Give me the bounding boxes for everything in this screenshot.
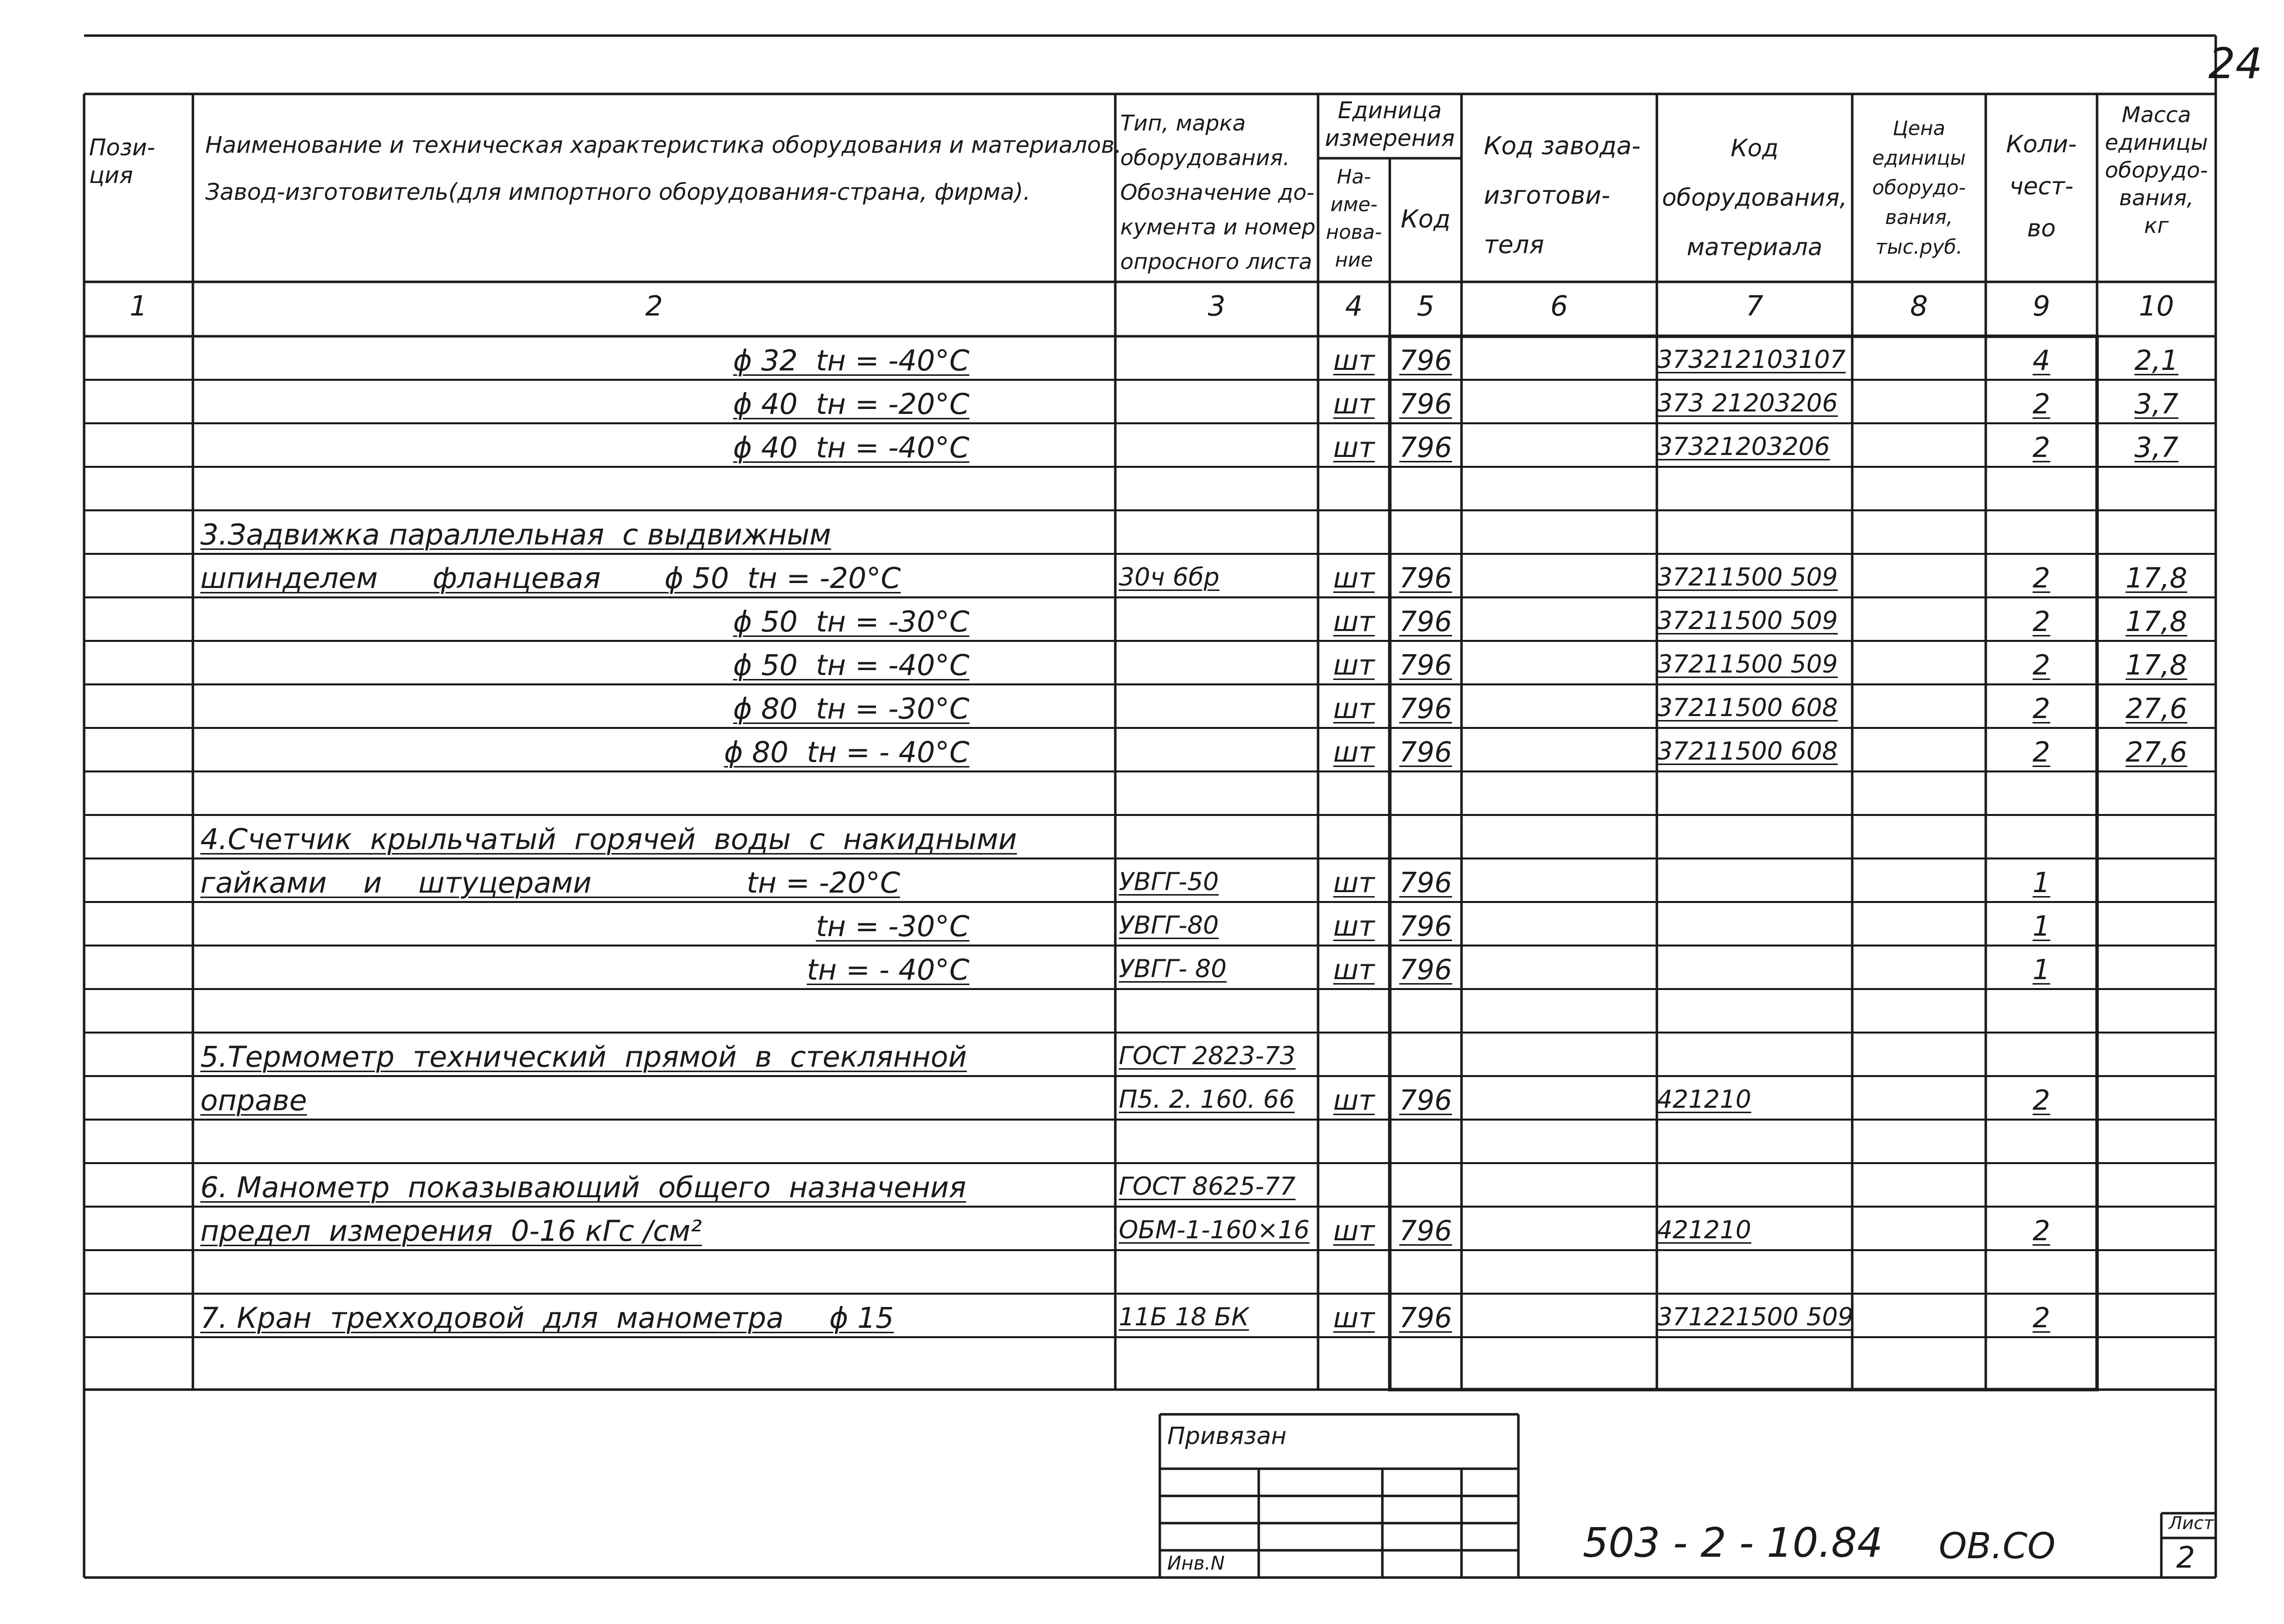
header-col6: Код завода- изготови- теля [1484,132,1641,259]
item-name: предел измерения 0-16 кГс /см² [200,1214,702,1248]
column-number: 2 [645,290,663,322]
cell-unit: шт [1333,910,1375,943]
cell-qty: 4 [2032,345,2051,377]
cell-unit: шт [1333,954,1375,986]
cell-equip-code: 373212103107 [1657,345,1846,374]
item-name: оправе [200,1083,307,1117]
cell-unit: шт [1333,606,1375,638]
column-number: 10 [2139,290,2174,322]
item-name: ϕ 50 tн = -40°C [733,648,969,682]
cell-equip-code: 37211500 608 [1657,693,1838,722]
cell-code: 796 [1399,693,1452,725]
column-number: 8 [1910,290,1928,322]
column-number: 6 [1550,290,1568,322]
cell-qty: 2 [2032,693,2051,725]
cell-code: 796 [1399,954,1452,986]
stamp-inv: Инв.N [1167,1552,1225,1574]
cell-qty: 1 [2032,867,2051,899]
cell-code: 796 [1399,432,1452,464]
cell-unit: шт [1333,1302,1375,1334]
header-col5: Код [1401,205,1451,233]
cell-type: ГОСТ 2823-73 [1119,1041,1296,1070]
header-col3: Тип, марка оборудования. Обозначение до- кумента и номер опросного листа [1120,111,1316,274]
cell-equip-code: 37211500 509 [1657,563,1838,591]
item-name: шпинделем фланцевая ϕ 50 tн = -20°C [200,561,901,595]
header-col8: Цена единицы оборудо- вания, тыс.руб. [1872,117,1966,259]
cell-type: ОБМ-1-160×16 [1119,1216,1310,1244]
cell-equip-code: 373 21203206 [1657,389,1838,417]
cell-type: П5. 2. 160. 66 [1119,1085,1295,1114]
header-col1: Пози- ция [89,134,155,188]
cell-code: 796 [1399,388,1452,420]
sheet-label: Лист [2169,1513,2214,1534]
column-number: 4 [1345,290,1363,322]
document-mark: ОВ.СО [1939,1525,2056,1567]
item-name: 4.Счетчик крыльчатый горячей воды с накидными [200,822,1017,856]
cell-qty: 2 [2032,606,2051,638]
cell-unit: шт [1333,867,1375,899]
item-name: 6. Манометр показывающий общего назначения [200,1171,966,1204]
cell-qty: 1 [2032,910,2051,943]
cell-qty: 2 [2032,1084,2051,1117]
cell-qty: 2 [2032,649,2051,681]
cell-code: 796 [1399,649,1452,681]
item-name: ϕ 80 tн = - 40°C [724,735,969,769]
cell-qty: 2 [2032,1215,2051,1247]
column-number: 5 [1416,290,1435,322]
cell-code: 796 [1399,910,1452,943]
cell-mass: 3,7 [2134,388,2179,420]
cell-equip-code: 37211500 608 [1657,737,1838,766]
cell-equip-code: 37211500 509 [1657,606,1838,635]
cell-type: УВГГ- 80 [1119,954,1227,983]
cell-type: 11Б 18 БК [1119,1303,1249,1331]
column-number: 7 [1745,290,1764,322]
cell-type: 30ч 6бр [1119,563,1220,591]
item-name: ϕ 80 tн = -30°C [733,692,969,725]
cell-code: 796 [1399,606,1452,638]
header-col10: Масса единицы оборудо- вания, кг [2104,102,2208,238]
cell-qty: 1 [2032,954,2051,986]
item-name: tн = - 40°C [807,953,969,987]
cell-unit: шт [1333,736,1375,768]
header-col4: На- име- нова- ние [1325,166,1382,271]
column-number: 1 [130,290,147,322]
header-col45-group: Единица измерения [1325,97,1455,151]
cell-qty: 2 [2032,562,2051,594]
cell-code: 796 [1399,736,1452,768]
cell-qty: 2 [2032,388,2051,420]
cell-qty: 2 [2032,736,2051,768]
cell-code: 796 [1399,867,1452,899]
item-name: ϕ 40 tн = -40°C [733,431,969,464]
cell-unit: шт [1333,1215,1375,1247]
cell-unit: шт [1333,1084,1375,1117]
item-name: tн = -30°C [816,909,969,943]
cell-mass: 17,8 [2125,649,2188,681]
header-col9: Коли- чест- во [2006,131,2077,242]
item-name: ϕ 50 tн = -30°C [733,605,969,638]
item-name: гайками и штуцерами tн = -20°C [200,866,900,900]
item-name: 5.Термометр технический прямой в стеклянной [200,1040,967,1074]
cell-mass: 2,1 [2134,345,2179,377]
item-name: ϕ 40 tн = -20°C [733,387,969,421]
page-number: 24 [2208,39,2263,89]
cell-equip-code: 37211500 509 [1657,650,1838,678]
cell-mass: 27,6 [2125,736,2188,768]
cell-type: УВГГ-50 [1119,867,1219,896]
cell-code: 796 [1399,562,1452,594]
cell-type: УВГГ-80 [1119,911,1219,940]
cell-unit: шт [1333,649,1375,681]
sheet-number: 2 [2176,1540,2195,1575]
cell-mass: 17,8 [2125,606,2188,638]
cell-code: 796 [1399,1302,1452,1334]
cell-unit: шт [1333,693,1375,725]
cell-unit: шт [1333,345,1375,377]
cell-qty: 2 [2032,432,2051,464]
item-name: ϕ 32 tн = -40°C [733,344,969,377]
cell-unit: шт [1333,432,1375,464]
cell-code: 796 [1399,1084,1452,1117]
cell-unit: шт [1333,562,1375,594]
stamp-privyazan: Привязан [1167,1422,1287,1450]
cell-mass: 17,8 [2125,562,2188,594]
cell-qty: 2 [2032,1302,2051,1334]
document-code: 503 - 2 - 10.84 [1583,1520,1883,1567]
item-name: 7. Кран трехходовой для манометра ϕ 15 [200,1301,894,1335]
header-col7: Код оборудования, материала [1662,135,1847,261]
cell-code: 796 [1399,1215,1452,1247]
cell-equip-code: 421210 [1657,1085,1751,1114]
cell-code: 796 [1399,345,1452,377]
cell-unit: шт [1333,388,1375,420]
column-number: 3 [1208,290,1226,322]
column-number: 9 [2032,290,2051,322]
cell-mass: 27,6 [2125,693,2188,725]
header-col2-line1: Наименование и техническая характеристика оборудования и материалов. [205,132,1122,158]
cell-equip-code: 421210 [1657,1216,1751,1244]
cell-equip-code: 371221500 509 [1657,1303,1854,1331]
item-name: 3.Задвижка параллельная с выдвижным [200,518,831,551]
cell-type: ГОСТ 8625-77 [1119,1172,1296,1201]
header-col2-line2: Завод-изготовитель(для импортного оборудования-страна, фирма). [205,179,1031,205]
cell-equip-code: 37321203206 [1657,432,1830,461]
cell-mass: 3,7 [2134,432,2179,464]
